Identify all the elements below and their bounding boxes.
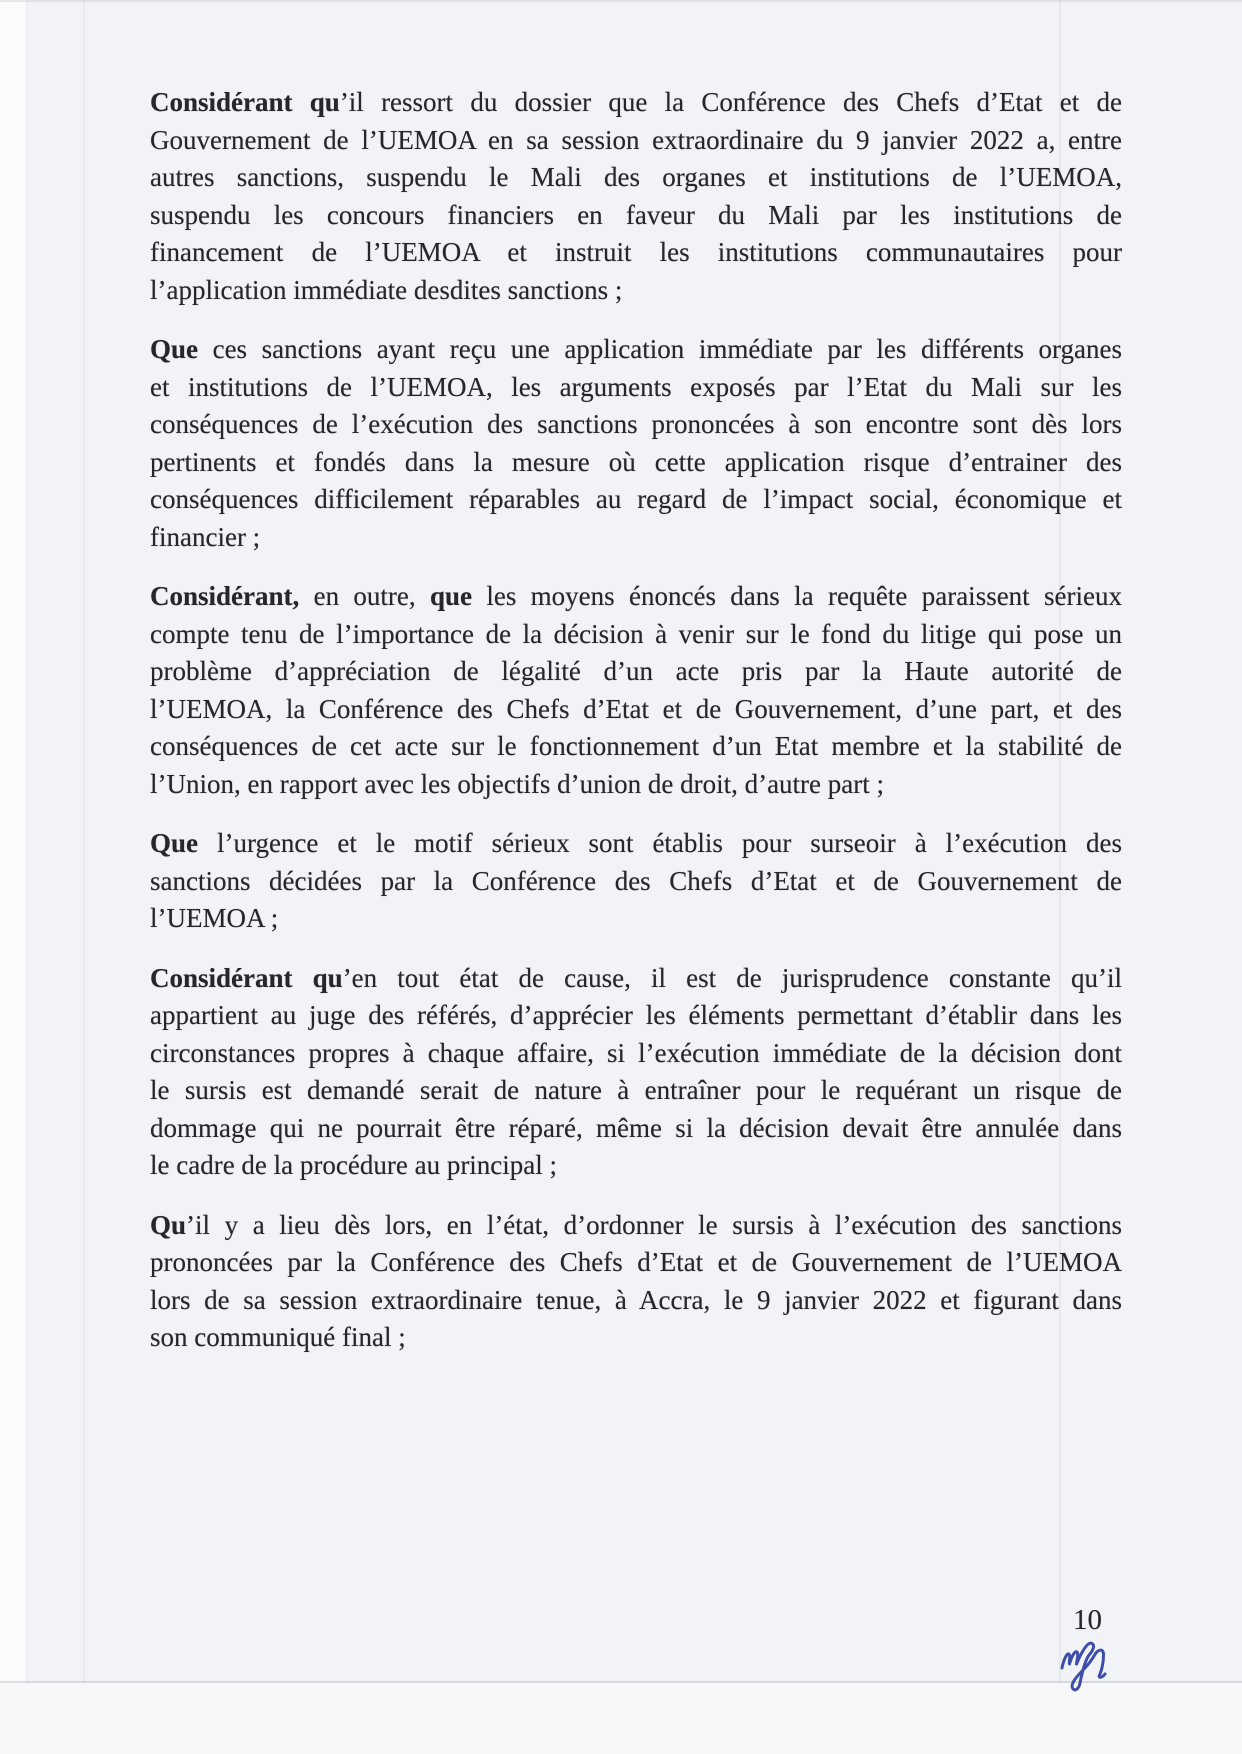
text-segment: prononcées par la Conférence des Chefs d’Etat et de Gouvernement de l’UEMOA	[150, 1247, 1122, 1277]
text-segment: l’Union, en rapport avec les objectifs d’union de droit, d’autre part ;	[150, 768, 885, 799]
text-line	[150, 1207, 1122, 1245]
text-segment: ’il ressort du dossier que la Conférence des Chefs d’Etat et de	[339, 87, 1122, 117]
text-line	[150, 122, 1122, 160]
scanner-margin-strip	[0, 0, 27, 1754]
text-line	[150, 1244, 1122, 1282]
document-paragraph	[150, 1207, 1122, 1357]
text-line	[150, 1110, 1122, 1148]
text-segment: l’application immédiate desdites sanctions ;	[150, 274, 623, 305]
text-line	[150, 444, 1122, 482]
text-line	[150, 519, 1122, 557]
document-paragraph	[150, 825, 1122, 938]
text-segment: ’il y a lieu dès lors, en l’état, d’ordonner le sursis à l’exécution des sanctions	[186, 1209, 1122, 1240]
text-segment: financement de l’UEMOA et instruit les institutions communautaires pour	[150, 237, 1122, 267]
text-segment: problème d’appréciation de légalité d’un acte pris par la Haute autorité de	[150, 656, 1122, 686]
signature-initials-icon	[1056, 1638, 1118, 1700]
text-segment: en outre,	[299, 581, 430, 611]
text-segment: l’UEMOA, la Conférence des Chefs d’Etat et de Gouvernement, d’une part, et des	[150, 693, 1122, 724]
text-line	[150, 728, 1122, 766]
text-line	[150, 1147, 1122, 1185]
text-segment: ces sanctions ayant reçu une application immédiate par les différents organes	[198, 334, 1122, 364]
text-segment: pertinents et fondés dans la mesure où cette application risque d’entrainer des	[150, 446, 1122, 477]
text-line	[150, 197, 1122, 235]
text-line	[150, 960, 1122, 998]
text-line	[150, 691, 1122, 729]
text-segment: conséquences de cet acte sur le fonctionnement d’un Etat membre et la stabilité de	[150, 731, 1122, 761]
document-paragraph	[150, 331, 1122, 556]
bold-text-segment: Considérant qu	[150, 962, 343, 993]
text-line	[150, 1072, 1122, 1110]
document-body	[150, 84, 1122, 1379]
text-line	[150, 406, 1122, 444]
text-segment: ’en tout état de cause, il est de jurisprudence constante qu’il	[342, 962, 1123, 993]
text-segment: son communiqué final ;	[150, 1322, 406, 1352]
document-paragraph	[150, 578, 1122, 803]
document-paragraph	[150, 960, 1122, 1185]
page-number: 10	[1073, 1604, 1102, 1636]
text-line	[150, 369, 1122, 407]
text-line	[150, 84, 1122, 122]
text-segment: le cadre de la procédure au principal ;	[150, 1150, 558, 1180]
text-segment: Gouvernement de l’UEMOA en sa session extraordinaire du 9 janvier 2022 a, entre	[150, 124, 1122, 155]
text-line	[150, 578, 1122, 616]
text-segment: l’UEMOA ;	[150, 903, 279, 933]
text-segment: l’urgence et le motif sérieux sont établis pour surseoir à l’exécution des	[198, 828, 1122, 858]
text-line	[150, 1319, 1122, 1357]
text-line	[150, 331, 1122, 369]
text-segment: suspendu les concours financiers en faveur du Mali par les institutions de	[150, 199, 1122, 230]
text-line	[150, 272, 1122, 310]
text-line	[150, 481, 1122, 519]
text-line	[150, 997, 1122, 1035]
text-line	[150, 900, 1122, 938]
text-segment: financier ;	[150, 521, 261, 552]
text-segment: circonstances propres à chaque affaire, si l’exécution immédiate de la décision dont	[150, 1037, 1122, 1068]
bold-text-segment: Que	[150, 334, 199, 364]
bold-text-segment: Qu	[150, 1209, 187, 1240]
bold-text-segment: Considérant qu	[150, 87, 340, 117]
text-segment: dommage qui ne pourrait être réparé, même si la décision devait être annulée dans	[150, 1112, 1122, 1143]
text-segment: lors de sa session extraordinaire tenue, à Accra, le 9 janvier 2022 et figurant dans	[150, 1284, 1122, 1315]
bold-text-segment: Que	[150, 828, 199, 858]
paper-crease-line	[83, 0, 85, 1754]
text-segment: compte tenu de l’importance de la décision à venir sur le fond du litige qui pose un	[150, 618, 1122, 649]
bold-text-segment: Considérant,	[150, 581, 300, 611]
text-segment: les moyens énoncés dans la requête paraissent sérieux	[472, 581, 1122, 611]
text-line	[150, 159, 1122, 197]
document-paragraph	[150, 84, 1122, 309]
text-line	[150, 1035, 1122, 1073]
bold-text-segment: que	[429, 581, 473, 611]
text-segment: le sursis est demandé serait de nature à entraîner pour le requérant un risque de	[150, 1075, 1122, 1105]
text-line	[150, 653, 1122, 691]
text-segment: autres sanctions, suspendu le Mali des organes et institutions de l’UEMOA,	[150, 162, 1122, 192]
paper-top-edge	[0, 0, 1242, 2]
text-line	[150, 234, 1122, 272]
text-line	[150, 825, 1122, 863]
text-segment: conséquences difficilement réparables au regard de l’impact social, économique et	[150, 484, 1122, 514]
text-segment: sanctions décidées par la Conférence des Chefs d’Etat et de Gouvernement de	[150, 865, 1122, 896]
text-line	[150, 766, 1122, 804]
text-line	[150, 616, 1122, 654]
text-line	[150, 863, 1122, 901]
text-segment: appartient au juge des référés, d’apprécier les éléments permettant d’établir dans les	[150, 1000, 1122, 1030]
text-line	[150, 1282, 1122, 1320]
text-segment: conséquences de l’exécution des sanctions prononcées à son encontre sont dès lors	[150, 409, 1122, 439]
text-segment: et institutions de l’UEMOA, les arguments exposés par l’Etat du Mali sur les	[150, 371, 1122, 402]
